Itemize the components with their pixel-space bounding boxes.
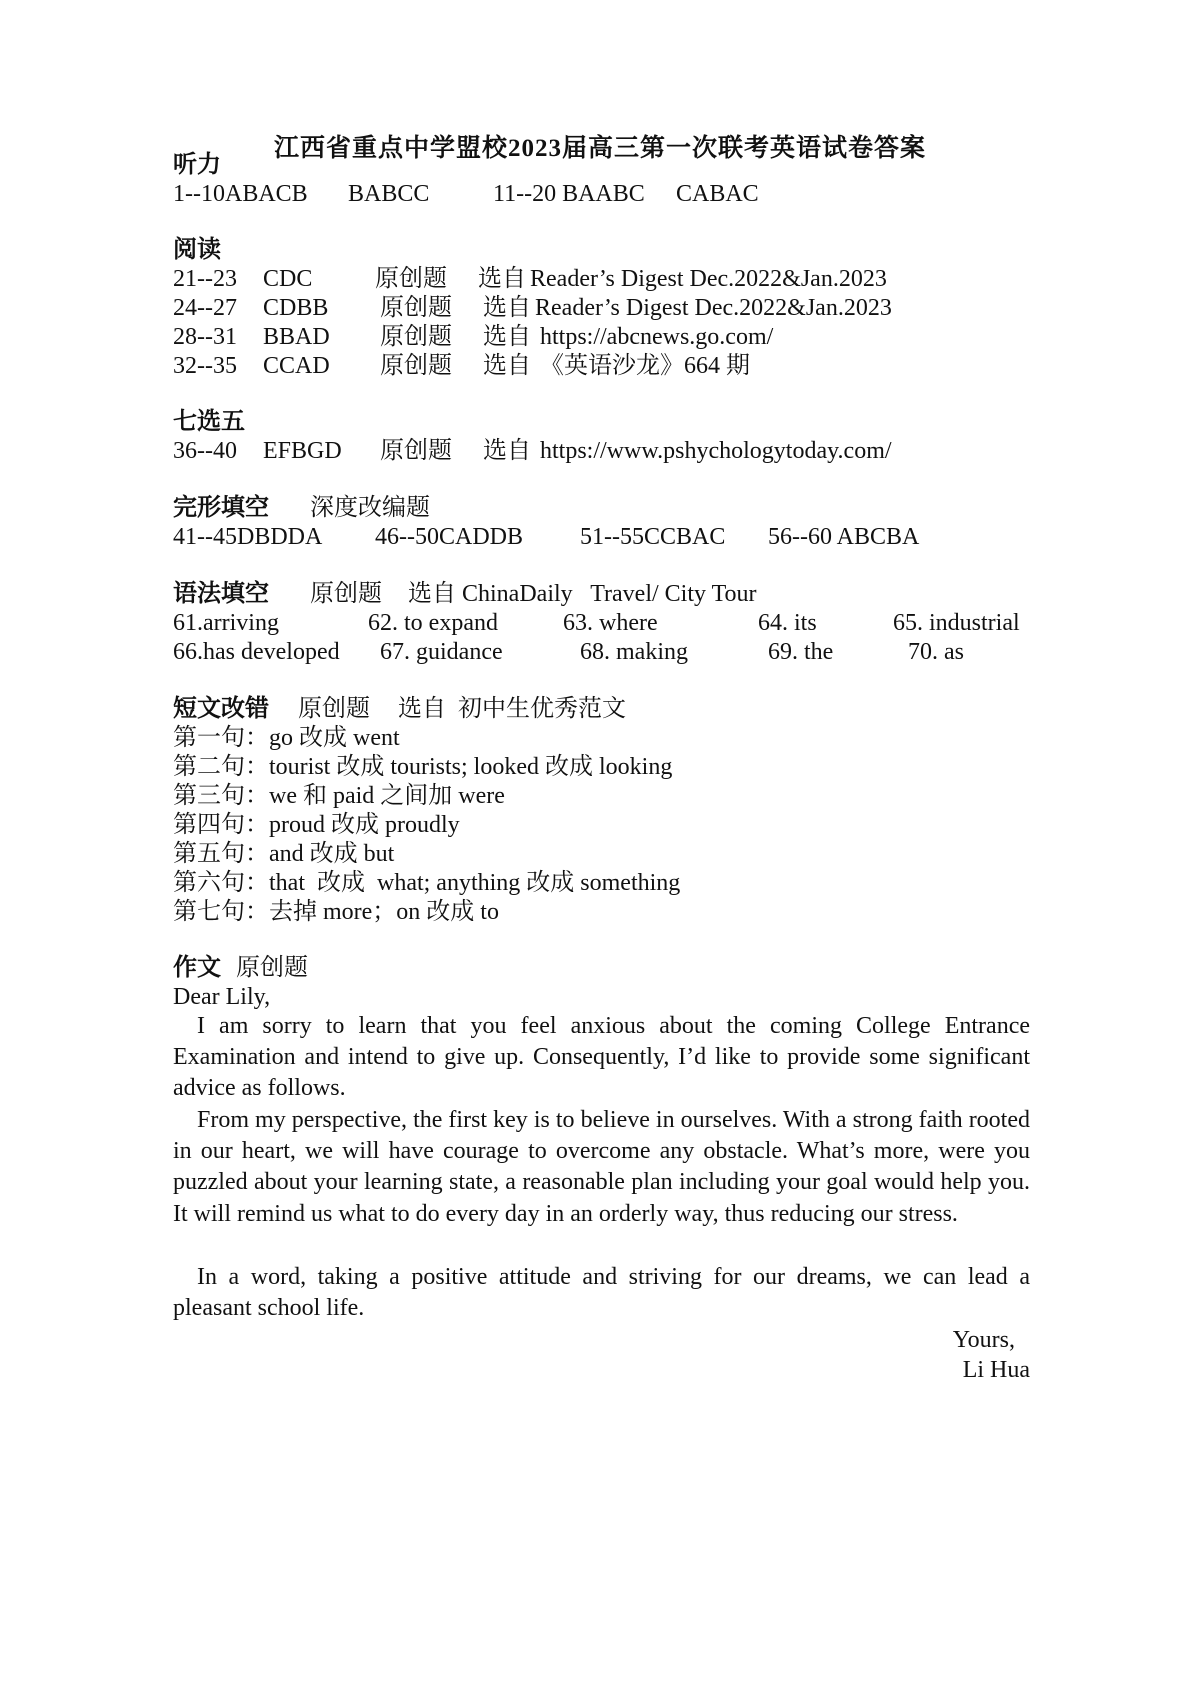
question-range: 36--40 <box>173 438 237 464</box>
grammar-answer: 62. to expand <box>368 610 498 636</box>
essay-closing: Yours, <box>952 1327 1015 1353</box>
correction-line: 第二句：tourist 改成 tourists; looked 改成 looking <box>173 754 673 780</box>
question-type: 原创题 <box>298 696 370 722</box>
source-label: 选自 <box>408 581 456 607</box>
listening-answer: BABCC <box>348 181 430 207</box>
cloze-answer: 41--45DBDDA <box>173 524 323 550</box>
source-text: 初中生优秀范文 <box>458 696 626 722</box>
essay-paragraph: From my perspective, the first key is to believe in ourselves. With a strong faith rooted in our heart, we will have courage to overcome any obstacle. What’s more, were you puzzled about your learning state, a reasonable plan including your goal would help you. It will remind us what to do every day in an orderly way, thus reducing our stress. <box>173 1107 1030 1227</box>
question-type: 原创题 <box>310 581 382 607</box>
essay-signature: Li Hua <box>962 1357 1030 1383</box>
answer-letters: EFBGD <box>263 438 342 464</box>
correction-line: 第五句：and 改成 but <box>173 841 395 867</box>
grammar-answer: 69. the <box>768 639 834 665</box>
question-type: 原创题 <box>380 438 452 464</box>
grammar-answer: 63. where <box>563 610 658 636</box>
page-title: 江西省重点中学盟校2023届高三第一次联考英语试卷答案 <box>273 135 926 162</box>
correction-line: 第四句：proud 改成 proudly <box>173 812 460 838</box>
listening-answer: 1--10ABACB <box>173 181 308 207</box>
correction-line: 第一句：go 改成 went <box>173 725 400 751</box>
listening-heading: 听力 <box>173 152 221 178</box>
grammar-answer: 68. making <box>580 639 688 665</box>
answer-letters: CCAD <box>263 353 330 379</box>
essay-note: 原创题 <box>236 955 308 981</box>
cloze-heading: 完形填空 <box>173 495 269 521</box>
answer-letters: BBAD <box>263 324 330 350</box>
essay-greeting: Dear Lily, <box>173 984 271 1010</box>
reading-heading: 阅读 <box>173 237 221 263</box>
source-text: Reader’s Digest Dec.2022&Jan.2023 <box>535 295 892 321</box>
source-text: 《英语沙龙》664 期 <box>540 353 750 379</box>
correction-line: 第六句：that 改成 what; anything 改成 something <box>173 870 681 896</box>
question-range: 24--27 <box>173 295 237 321</box>
correction-line: 第三句：we 和 paid 之间加 were <box>173 783 505 809</box>
listening-answer: 11--20 BAABC <box>493 181 645 207</box>
grammar-answer: 66.has developed <box>173 639 340 665</box>
source-label: 选自 <box>478 266 526 292</box>
listening-answer: CABAC <box>676 181 759 207</box>
question-range: 28--31 <box>173 324 237 350</box>
question-range: 21--23 <box>173 266 237 292</box>
source-label: 选自 <box>483 324 531 350</box>
grammar-heading: 语法填空 <box>173 581 269 607</box>
source-text: ChinaDaily Travel/ City Tour <box>462 581 757 607</box>
question-type: 原创题 <box>380 295 452 321</box>
source-text: Reader’s Digest Dec.2022&Jan.2023 <box>530 266 887 292</box>
question-type: 原创题 <box>380 324 452 350</box>
essay-paragraph: I am sorry to learn that you feel anxious about the coming College Entrance Examination and intend to give up. Consequently, I’d like to provide some significant advice as follows. <box>173 1013 1030 1102</box>
source-label: 选自 <box>483 353 531 379</box>
answer-letters: CDBB <box>263 295 329 321</box>
cloze-answer: 56--60 ABCBA <box>768 524 920 550</box>
correction-heading: 短文改错 <box>173 696 269 722</box>
grammar-answer: 70. as <box>908 639 964 665</box>
essay-heading: 作文 <box>173 955 221 981</box>
source-text: https://www.pshychologytoday.com/ <box>540 438 892 464</box>
grammar-answer: 64. its <box>758 610 817 636</box>
grammar-answer: 61.arriving <box>173 610 279 636</box>
essay-paragraph: In a word, taking a positive attitude and striving for our dreams, we can lead a pleasant school life. <box>173 1264 1030 1322</box>
question-type: 原创题 <box>375 266 447 292</box>
grammar-answer: 67. guidance <box>380 639 503 665</box>
question-type: 原创题 <box>380 353 452 379</box>
source-label: 选自 <box>483 438 531 464</box>
answer-letters: CDC <box>263 266 313 292</box>
seven-five-heading: 七选五 <box>173 409 245 435</box>
source-label: 选自 <box>398 696 446 722</box>
source-text: https://abcnews.go.com/ <box>540 324 774 350</box>
cloze-answer: 46--50CADDB <box>375 524 523 550</box>
source-label: 选自 <box>483 295 531 321</box>
grammar-answer: 65. industrial <box>893 610 1020 636</box>
question-range: 32--35 <box>173 353 237 379</box>
cloze-note: 深度改编题 <box>310 495 430 521</box>
cloze-answer: 51--55CCBAC <box>580 524 726 550</box>
correction-line: 第七句：去掉 more；on 改成 to <box>173 899 499 925</box>
